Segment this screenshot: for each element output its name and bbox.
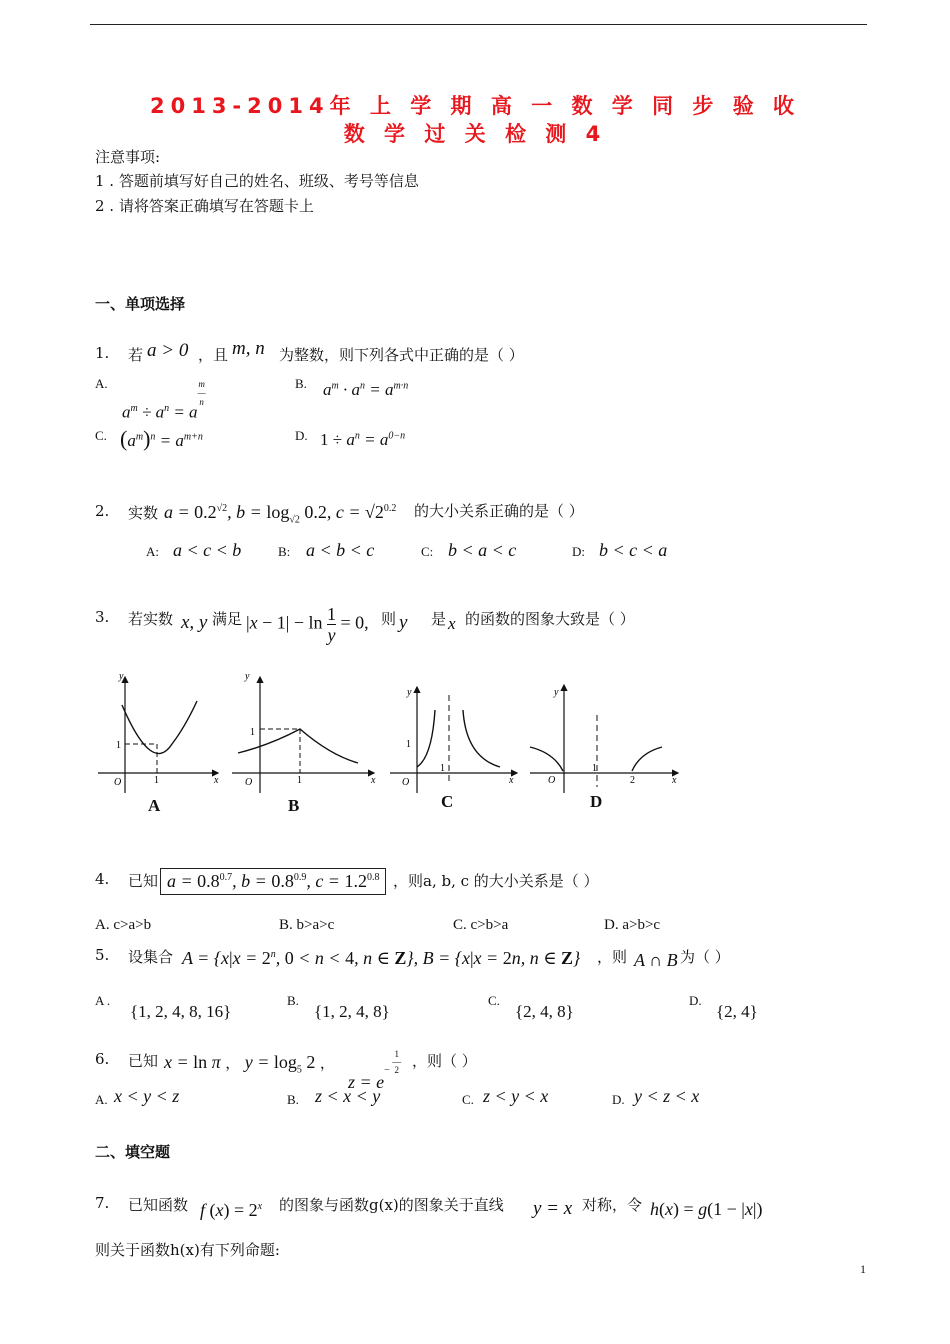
option-c-expression: z < y < x bbox=[483, 1086, 549, 1106]
svg-text:O: O bbox=[114, 777, 122, 788]
question-text: 则关于函数h(x)有下列命题: bbox=[95, 1241, 280, 1259]
svg-text:O: O bbox=[245, 777, 253, 788]
option-d-set: {2, 4} bbox=[716, 1002, 758, 1021]
question-text: 实数 bbox=[128, 504, 159, 522]
question-number: 4. bbox=[95, 870, 110, 888]
question-text: 则 bbox=[381, 610, 397, 628]
svg-text:y: y bbox=[119, 671, 124, 682]
header-rule bbox=[90, 24, 867, 25]
page-title: 2013-2014年 上 学 期 高 一 数 学 同 步 验 收 bbox=[149, 94, 801, 118]
question-number: 6. bbox=[95, 1050, 110, 1068]
svg-text:x: x bbox=[214, 775, 219, 786]
option-a-set: {1, 2, 4, 8, 16} bbox=[130, 1002, 232, 1021]
svg-text:O: O bbox=[402, 777, 410, 788]
option-b-expression: $a^m \cdot a^n = a^{m\cdot n}$ bbox=[323, 380, 409, 399]
question-text: ，则a, b, c 的大小关系是（ ） bbox=[393, 872, 599, 890]
svg-text:O: O bbox=[548, 775, 556, 786]
option-label: A. bbox=[95, 376, 108, 391]
svg-text:x: x bbox=[509, 775, 514, 786]
option-label: B. bbox=[287, 1092, 299, 1107]
math-expression: f $(x) = 2^x$ bbox=[200, 1200, 263, 1220]
svg-text:1: 1 bbox=[154, 775, 159, 786]
graph-label: A bbox=[148, 796, 161, 815]
option-a-expression: a < c < b bbox=[173, 540, 242, 560]
option-c-expression: $(a^m)^n = a^{m+n}$ bbox=[120, 426, 203, 451]
math-expression: |x − 1| − ln $\frac{1}{y}$ = 0, bbox=[246, 604, 369, 645]
math-expression: x bbox=[448, 614, 456, 633]
option-label: C. bbox=[488, 993, 500, 1008]
graph-label: C bbox=[441, 792, 454, 811]
option-a: A. c>a>b bbox=[95, 917, 152, 933]
svg-text:y: y bbox=[407, 687, 412, 698]
svg-text:1: 1 bbox=[116, 740, 121, 751]
question-number: 3. bbox=[95, 608, 110, 626]
notes-item: 1 . 答题前填写好自己的姓名、班级、考号等信息 bbox=[95, 172, 419, 190]
math-expression: m, n bbox=[232, 338, 265, 359]
option-label: D: bbox=[572, 544, 585, 559]
option-b: B. b>a>c bbox=[279, 917, 335, 933]
svg-text:y: y bbox=[245, 671, 250, 682]
question-text: 是 bbox=[431, 610, 447, 628]
option-a-expression: $a^m \div a^n = a^{m — n}$ bbox=[122, 379, 206, 422]
question-text: 已知 bbox=[128, 1052, 159, 1070]
svg-text:1: 1 bbox=[592, 763, 597, 774]
option-label: B: bbox=[278, 544, 291, 559]
graph-d bbox=[530, 685, 678, 793]
math-expression: x = ln π ， $y = \log_5 2$ ， bbox=[164, 1052, 335, 1076]
option-b-expression: z < x < y bbox=[315, 1086, 381, 1106]
svg-text:x: x bbox=[371, 775, 376, 786]
question-text: 若 bbox=[128, 346, 144, 364]
math-expression: y = x bbox=[533, 1198, 573, 1219]
graph-b bbox=[232, 671, 376, 793]
option-label: D. bbox=[689, 993, 702, 1008]
page-subtitle: 数 学 过 关 检 测 4 bbox=[343, 122, 607, 146]
option-b-set: {1, 2, 4, 8} bbox=[314, 1002, 390, 1021]
question-text: 若实数 bbox=[128, 610, 174, 628]
question-text: ，且 bbox=[198, 346, 229, 364]
question-text: 的大小关系正确的是（ ） bbox=[414, 502, 584, 520]
question-number: 7. bbox=[95, 1194, 110, 1212]
option-c-expression: b < a < c bbox=[448, 540, 517, 560]
option-label: B. bbox=[295, 376, 307, 391]
question-text: 已知 bbox=[128, 872, 159, 890]
option-label: A. bbox=[95, 1092, 108, 1107]
question-number: 5. bbox=[95, 946, 110, 964]
option-b-expression: a < b < c bbox=[306, 540, 375, 560]
question-text: 的图象与函数g(x)的图象关于直线 bbox=[279, 1196, 504, 1214]
question-text: 满足 bbox=[212, 610, 243, 628]
section-title: 二、填空题 bbox=[95, 1143, 171, 1161]
question-text: ，则（ ） bbox=[412, 1052, 477, 1070]
option-d: D. a>b>c bbox=[604, 917, 661, 933]
svg-text:2: 2 bbox=[630, 775, 635, 786]
math-expression: $a = 0.2^{√2}$, $b = \log_{√2} 0.2$, $c = √2^{0.2}$ bbox=[164, 502, 397, 526]
svg-text:1: 1 bbox=[250, 727, 255, 738]
option-a-expression: x < y < z bbox=[114, 1086, 180, 1106]
math-expression: $A = \{x|x = 2^n$, 0 < n < 4, n ∈ Z}, B = {x|x = 2n, n ∈ Z} bbox=[182, 948, 581, 968]
math-expression: x, y bbox=[181, 612, 208, 633]
option-label: B. bbox=[287, 993, 299, 1008]
option-c: C. c>b>a bbox=[453, 917, 509, 933]
option-label: C: bbox=[421, 544, 434, 559]
question-text: 对称，令 bbox=[582, 1196, 643, 1214]
question-text: 已知函数 bbox=[128, 1196, 189, 1214]
question-number: 2. bbox=[95, 502, 110, 520]
question-text: 为整数，则下列各式中正确的是（ ） bbox=[279, 346, 524, 364]
notes-item: 2 . 请将答案正确填写在答题卡上 bbox=[95, 197, 314, 215]
math-expression: y bbox=[399, 612, 408, 633]
option-d-expression: y < z < x bbox=[634, 1086, 700, 1106]
question-text: 为（ ） bbox=[680, 948, 730, 966]
svg-text:1: 1 bbox=[297, 775, 302, 786]
graph-c bbox=[390, 687, 517, 793]
svg-text:1: 1 bbox=[440, 763, 445, 774]
option-label: D. bbox=[612, 1092, 625, 1107]
math-expression: A ∩ B bbox=[634, 950, 678, 970]
option-label: C. bbox=[95, 428, 107, 443]
question-text: ，则 bbox=[597, 948, 628, 966]
notes-heading: 注意事项: bbox=[95, 148, 161, 166]
graph-label: B bbox=[288, 796, 300, 815]
math-expression: a > 0 bbox=[147, 340, 189, 361]
question-number: 1. bbox=[95, 344, 110, 362]
math-expression-boxed: $a = 0.8^{0.7}$, $b = 0.8^{0.9}$, $c = 1.2^{0.8}$ bbox=[160, 868, 386, 895]
option-label: A: bbox=[146, 544, 159, 559]
section-title: 一、单项选择 bbox=[95, 295, 186, 313]
math-expression: h(x) = g(1 − |x|) bbox=[650, 1199, 763, 1219]
svg-text:1: 1 bbox=[406, 739, 411, 750]
option-d-expression: $1 \div a^n = a^{0-n}$ bbox=[320, 430, 406, 449]
svg-text:y: y bbox=[554, 687, 559, 698]
graph-label: D bbox=[590, 792, 603, 811]
option-d-expression: b < c < a bbox=[599, 540, 668, 560]
option-label: A . bbox=[95, 993, 111, 1008]
option-label: C. bbox=[462, 1092, 474, 1107]
page-number: 1 bbox=[860, 1262, 866, 1276]
option-label: D. bbox=[295, 428, 308, 443]
svg-text:x: x bbox=[672, 775, 677, 786]
graph-a bbox=[98, 671, 219, 793]
math-expression: $z = e^{- 1 — 2}$ bbox=[348, 1049, 402, 1092]
option-c-set: {2, 4, 8} bbox=[515, 1002, 574, 1021]
question-text: 设集合 bbox=[128, 948, 174, 966]
question-text: 的函数的图象大致是（ ） bbox=[465, 610, 635, 628]
